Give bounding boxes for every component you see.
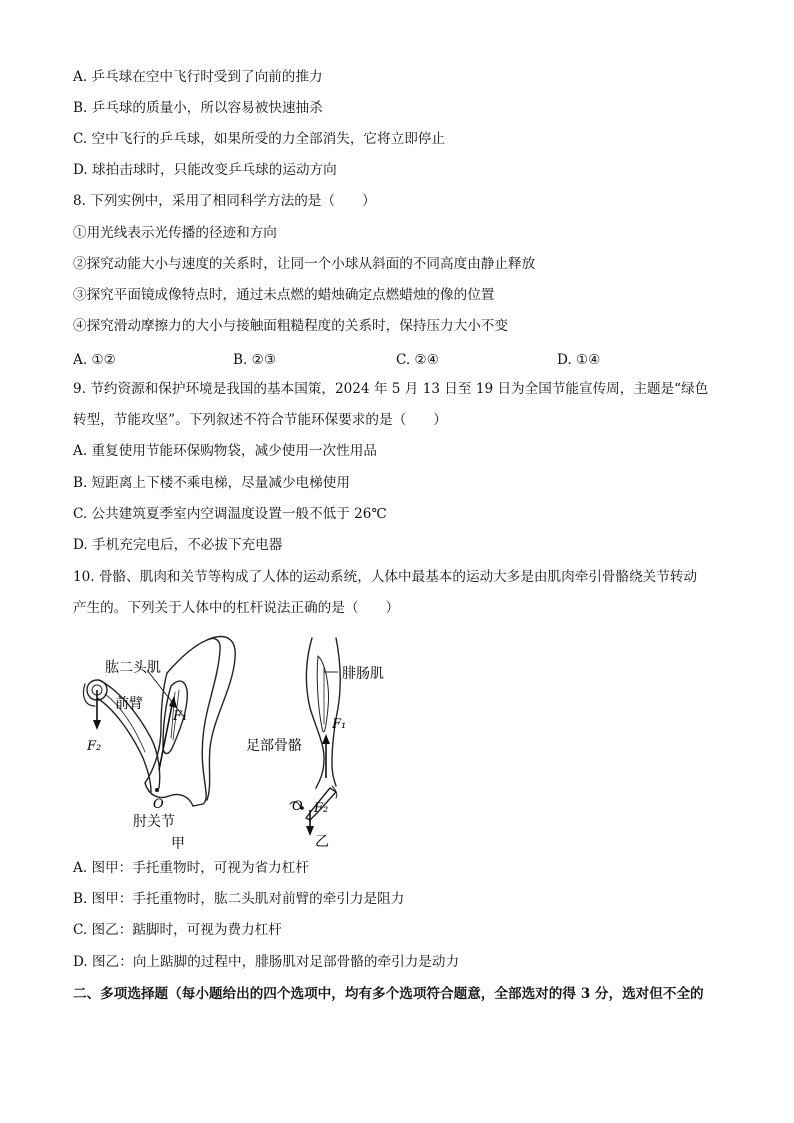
leg-outline-right [332, 638, 340, 786]
q10-option-a: A. 图甲：手托重物时，可视为省力杠杆 [73, 860, 309, 876]
section2-heading: 二、多项选择题（每小题给出的四个选项中，均有多个选项符合题意，全部选对的得 3 分，选对但不全的 [73, 986, 704, 1002]
f1-arrowhead-leg [322, 734, 330, 744]
q10-option-c: C. 图乙：踮脚时，可视为费力杠杆 [73, 922, 282, 938]
label-f2-arm: F₂ [87, 739, 102, 754]
q10-stem-line1: 10. 骨骼、肌肉和关节等构成了人体的运动系统，人体中最基本的运动大多是由肌肉牵引骨骼绕关节转动 [73, 569, 698, 585]
caption-yi: 乙 [315, 834, 329, 850]
q8-item-4: ④探究滑动摩擦力的大小与接触面粗糙程度的关系时，保持压力大小不变 [73, 318, 508, 334]
label-elbow-joint: 肘关节 [133, 814, 175, 830]
q9-option-a: A. 重复使用节能环保购物袋，减少使用一次性用品 [73, 443, 377, 459]
label-f1-leg: F₁ [332, 717, 347, 732]
q7-option-c: C. 空中飞行的乒乓球，如果所受的力全部消失，它将立即停止 [73, 131, 445, 147]
q7-option-b: B. 乒乓球的质量小，所以容易被快速抽杀 [73, 100, 323, 116]
q8-item-1: ①用光线表示光传播的径迹和方向 [73, 225, 277, 241]
q9-stem-line1: 9. 节约资源和保护环境是我国的基本国策，2024 年 5 月 13 日至 19 日为全国节能宣传周，主题是“绿色 [73, 381, 709, 397]
label-foot-bones: 足部骨骼 [246, 738, 302, 754]
q10-option-b: B. 图甲：手托重物时，肱二头肌对前臂的牵引力是阻力 [73, 891, 405, 907]
q8-stem: 8. 下列实例中，采用了相同科学方法的是（ ） [73, 193, 376, 209]
label-biceps: 肱二头肌 [105, 660, 161, 676]
q8-option-c: C. ②④ [396, 352, 439, 368]
q7-option-d: D. 球拍击球时，只能改变乒乓球的运动方向 [73, 162, 337, 178]
caption-jia: 甲 [171, 836, 185, 852]
q9-stem-line2: 转型，节能攻坚”。下列叙述不符合节能环保要求的是（ ） [73, 412, 447, 428]
q7-option-a: A. 乒乓球在空中飞行时受到了向前的推力 [73, 69, 323, 85]
q8-option-b: B. ②③ [233, 352, 277, 368]
q10-stem-line2: 产生的。下列关于人体中的杠杆说法正确的是（ ） [73, 600, 400, 616]
q8-option-d: D. ①④ [557, 352, 601, 368]
body-outline [207, 637, 235, 800]
label-calf-muscle: 腓肠肌 [342, 666, 384, 682]
q9-option-d: D. 手机充完电后，不必拔下充电器 [73, 537, 283, 553]
label-o-arm: O [153, 797, 164, 812]
calf-muscle [317, 656, 328, 732]
figure-leg [240, 628, 410, 853]
f2-arrowhead-leg [306, 826, 314, 836]
q8-item-2: ②探究动能大小与速度的关系时，让同一个小球从斜面的不同高度由静止释放 [73, 256, 536, 272]
q10-option-d: D. 图乙：向上踮脚的过程中，腓肠肌对足部骨骼的牵引力是动力 [73, 954, 460, 970]
q9-option-b: B. 短距离上下楼不乘电梯，尽量减少电梯使用 [73, 475, 350, 491]
figure-arm [75, 628, 265, 853]
label-o-leg: O [292, 799, 303, 814]
label-f1-arm: F₁ [173, 709, 188, 724]
q8-item-3: ③探究平面镜成像特点时，通过未点燃的蜡烛确定点燃蜡烛的像的位置 [73, 287, 495, 303]
label-forearm: 前臂 [115, 696, 143, 712]
q9-option-c: C. 公共建筑夏季室内空调温度设置一般不低于 26℃ [73, 506, 387, 522]
q8-option-a: A. ①② [73, 352, 116, 368]
f2-arrowhead-arm [93, 720, 101, 730]
label-f2-leg: F₂ [314, 801, 329, 816]
